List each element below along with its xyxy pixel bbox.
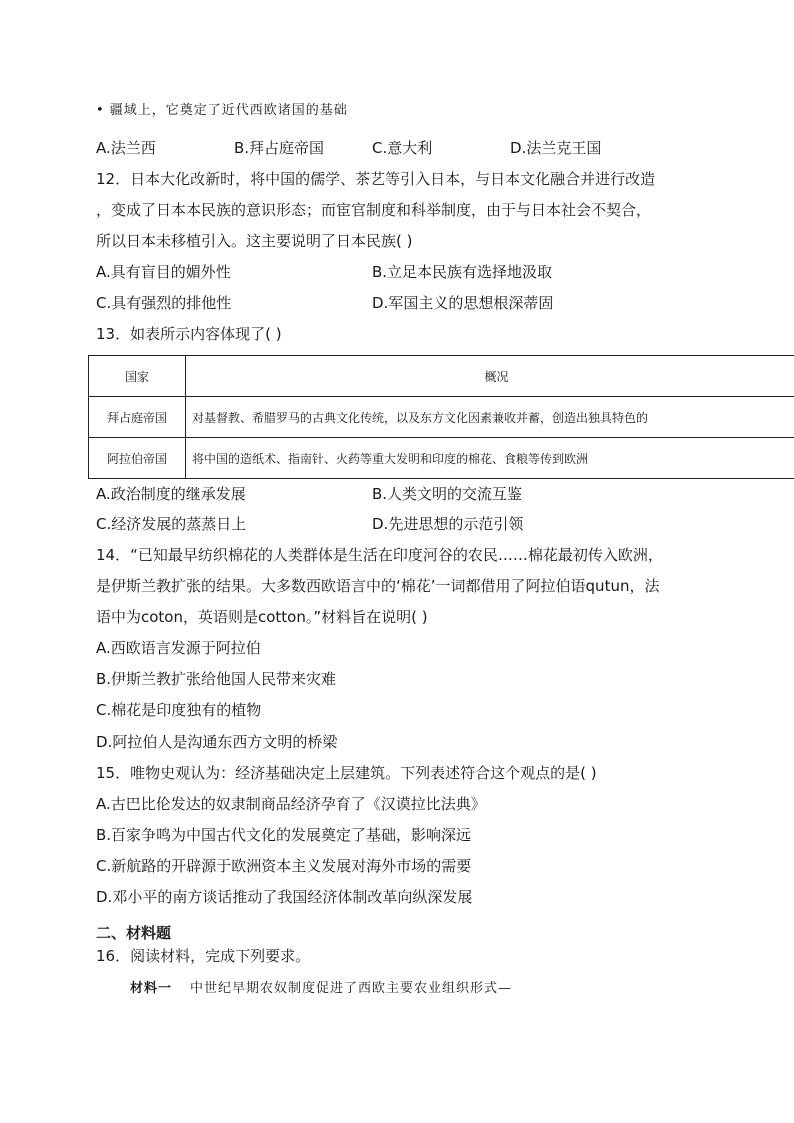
q15-option-c[interactable]: C.新航路的开辟源于欧洲资本主义发展对海外市场的需要 [96, 857, 472, 875]
material-label: 材料一 [130, 981, 173, 996]
q12-stem-line-2: ，变成了日本本民族的意识形态；而宦官制度和科举制度，由于与日本社会不契合， [96, 201, 652, 219]
q12-option-c[interactable]: C.具有强烈的排他性 [96, 294, 232, 312]
q14-option-d[interactable]: D.阿拉伯人是沟通东西方文明的桥梁 [96, 733, 338, 751]
q14-option-c[interactable]: C.棉花是印度独有的植物 [96, 701, 262, 719]
q12-option-a[interactable]: A.具有盲目的媚外性 [96, 263, 231, 281]
table-header-overview: 概况 [186, 356, 794, 397]
q16-stem: 16．阅读材料，完成下列要求。 [96, 947, 311, 965]
q12-option-d[interactable]: D.军国主义的思想根深蒂固 [372, 294, 554, 312]
q14-stem-line-3: 语中为coton，英语则是cotton。”材料旨在说明( ) [96, 608, 428, 626]
table-header-row [89, 356, 794, 397]
section-heading: 二、材料题 [96, 924, 172, 942]
table-header-country: 国家 [89, 356, 186, 397]
q14-option-b[interactable]: B.伊斯兰教扩张给他国人民带来灾难 [96, 670, 337, 688]
material-text: 中世纪早期农奴制度促进了西欧主要农业组织形式— [190, 981, 513, 996]
continuation-line: • 疆域上，它奠定了近代西欧诸国的基础 [96, 103, 348, 118]
table-cell-overview: 将中国的造纸术、指南针、火药等重大发明和印度的棉花、食粮等传到欧洲 [186, 438, 794, 479]
table-cell-country: 拜占庭帝国 [89, 397, 186, 438]
q13-option-a[interactable]: A.政治制度的继承发展 [96, 485, 246, 503]
q14-option-a[interactable]: A.西欧语言发源于阿拉伯 [96, 639, 261, 657]
material-line [130, 979, 512, 999]
q14-stem-line-1: 14．“已知最早纺织棉花的人类群体是生活在印度河谷的农民……棉花最初传入欧洲， [96, 546, 663, 564]
q15-option-a[interactable]: A.古巴比伦发达的奴隶制商品经济孕育了《汉谟拉比法典》 [96, 795, 486, 813]
q13-option-d[interactable]: D.先进思想的示范引领 [372, 515, 524, 533]
table-row [89, 397, 794, 438]
q15-stem: 15．唯物史观认为：经济基础决定上层建筑。下列表述符合这个观点的是( ) [96, 764, 597, 782]
q11-option-d[interactable]: D.法兰克王国 [510, 139, 602, 157]
q11-option-a[interactable]: A.法兰西 [96, 139, 156, 157]
q13-table [88, 355, 794, 479]
q13-option-b[interactable]: B.人类文明的交流互鉴 [372, 485, 523, 503]
q13-option-c[interactable]: C.经济发展的蒸蒸日上 [96, 515, 247, 533]
q15-option-d[interactable]: D.邓小平的南方谈话推动了我国经济体制改革向纵深发展 [96, 888, 473, 906]
table-row [89, 438, 794, 479]
table-cell-country: 阿拉伯帝国 [89, 438, 186, 479]
q12-option-b[interactable]: B.立足本民族有选择地汲取 [372, 263, 553, 281]
q13-stem: 13．如表所示内容体现了( ) [96, 325, 282, 343]
q12-stem-line-1: 12．日本大化改新时，将中国的儒学、茶艺等引入日本，与日本文化融合并进行改造 [96, 170, 656, 188]
q12-stem-line-3: 所以日本未移植引入。这主要说明了日本民族( ) [96, 232, 413, 250]
q11-option-c[interactable]: C.意大利 [372, 139, 433, 157]
q15-option-b[interactable]: B.百家争鸣为中国古代文化的发展奠定了基础，影响深远 [96, 826, 472, 844]
table-cell-overview: 对基督教、希腊罗马的古典文化传统，以及东方文化因素兼收并蓄，创造出独具特色的 [186, 397, 794, 438]
q11-option-b[interactable]: B.拜占庭帝国 [234, 139, 325, 157]
q14-stem-line-2: 是伊斯兰教扩张的结果。大多数西欧语言中的‘棉花’一词都借用了阿拉伯语qutun，法 [96, 577, 660, 595]
